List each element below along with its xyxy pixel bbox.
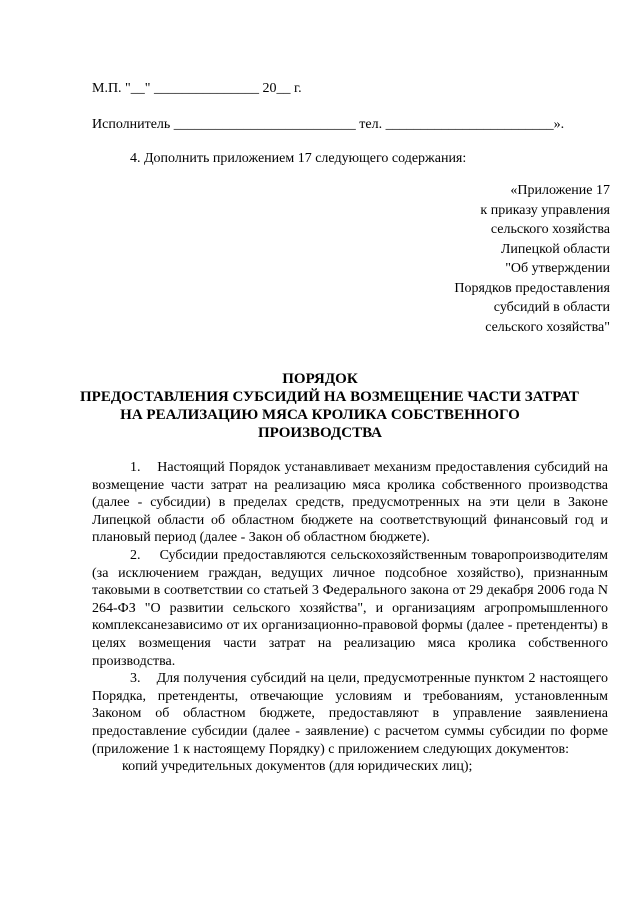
- appendix-line: субсидий в области: [493, 300, 610, 315]
- appendix-header-block: [330, 181, 610, 337]
- appendix-line: Липецкой области: [500, 241, 610, 257]
- paragraph-3: 3. Для получения субсидий на цели, предусмотренные пунктом 2 настоящего Порядка, претенденты, отвечающие условиям и требованиям, установленным Законом об областном бюджете, предоставляют в управление заявлениена предоставление субсидии (далее - заявление) с расчетом суммы субсидии по форме (приложение 1 к настоящему Порядку) с приложением следующих документов:: [92, 671, 608, 757]
- title-line: ПОРЯДОК: [282, 371, 358, 387]
- document-body: [92, 459, 608, 776]
- document-title: [80, 370, 579, 442]
- appendix-line: сельского хозяйства: [490, 222, 610, 237]
- appendix-line: сельского хозяйства": [485, 319, 610, 335]
- appendix-line: Порядков предоставления: [454, 280, 610, 296]
- paragraph-1: 1. Настоящий Порядок устанавливает механизм предоставления субсидий на возмещение части затрат на реализацию мяса кролика собственного производства (далее - субсидии) в пределах средств, предусмотренных на эти цели в Законе Липецкой области об областном бюджете на соответствующий финансовый год и плановый период (далее - Закон об областном бюджете).: [92, 460, 608, 546]
- paragraph-2: 2. Субсидии предоставляются сельскохозяйственным товаропроизводителям (за исключением граждан, ведущих личное подсобное хозяйство), признанным таковыми в соответствии со статьей 3 Федерального закона от 29 декабря 2006 года N 264-ФЗ "О развитии сельского хозяйства", и организациям агропромышленного комплексанезависимо от их организационно-правовой формы (далее - претенденты) в целях возмещения части затрат на реализацию мяса кролика собственного производства.: [92, 547, 608, 669]
- title-line: НА РЕАЛИЗАЦИЮ МЯСА КРОЛИКА СОБСТВЕННОГО: [120, 407, 520, 423]
- title-line: ПРЕДОСТАВЛЕНИЯ СУБСИДИЙ НА ВОЗМЕЩЕНИЕ ЧАСТИ ЗАТРАТ: [80, 389, 579, 405]
- executor-phone-line: Исполнитель __________________________ тел. ________________________».: [92, 117, 565, 132]
- appendix-line: «Приложение 17: [510, 183, 610, 198]
- paragraph-documents-list-item: копий учредительных документов (для юридических лиц);: [122, 759, 473, 775]
- appendix-line: "Об утверждении: [505, 261, 610, 276]
- appendix-line: к приказу управления: [480, 202, 610, 218]
- mp-signature-line: М.П. "__" _______________ 20__ г.: [92, 81, 302, 96]
- title-line: ПРОИЗВОДСТВА: [258, 425, 382, 441]
- amendment-item-4: 4. Дополнить приложением 17 следующего содержания:: [130, 151, 467, 166]
